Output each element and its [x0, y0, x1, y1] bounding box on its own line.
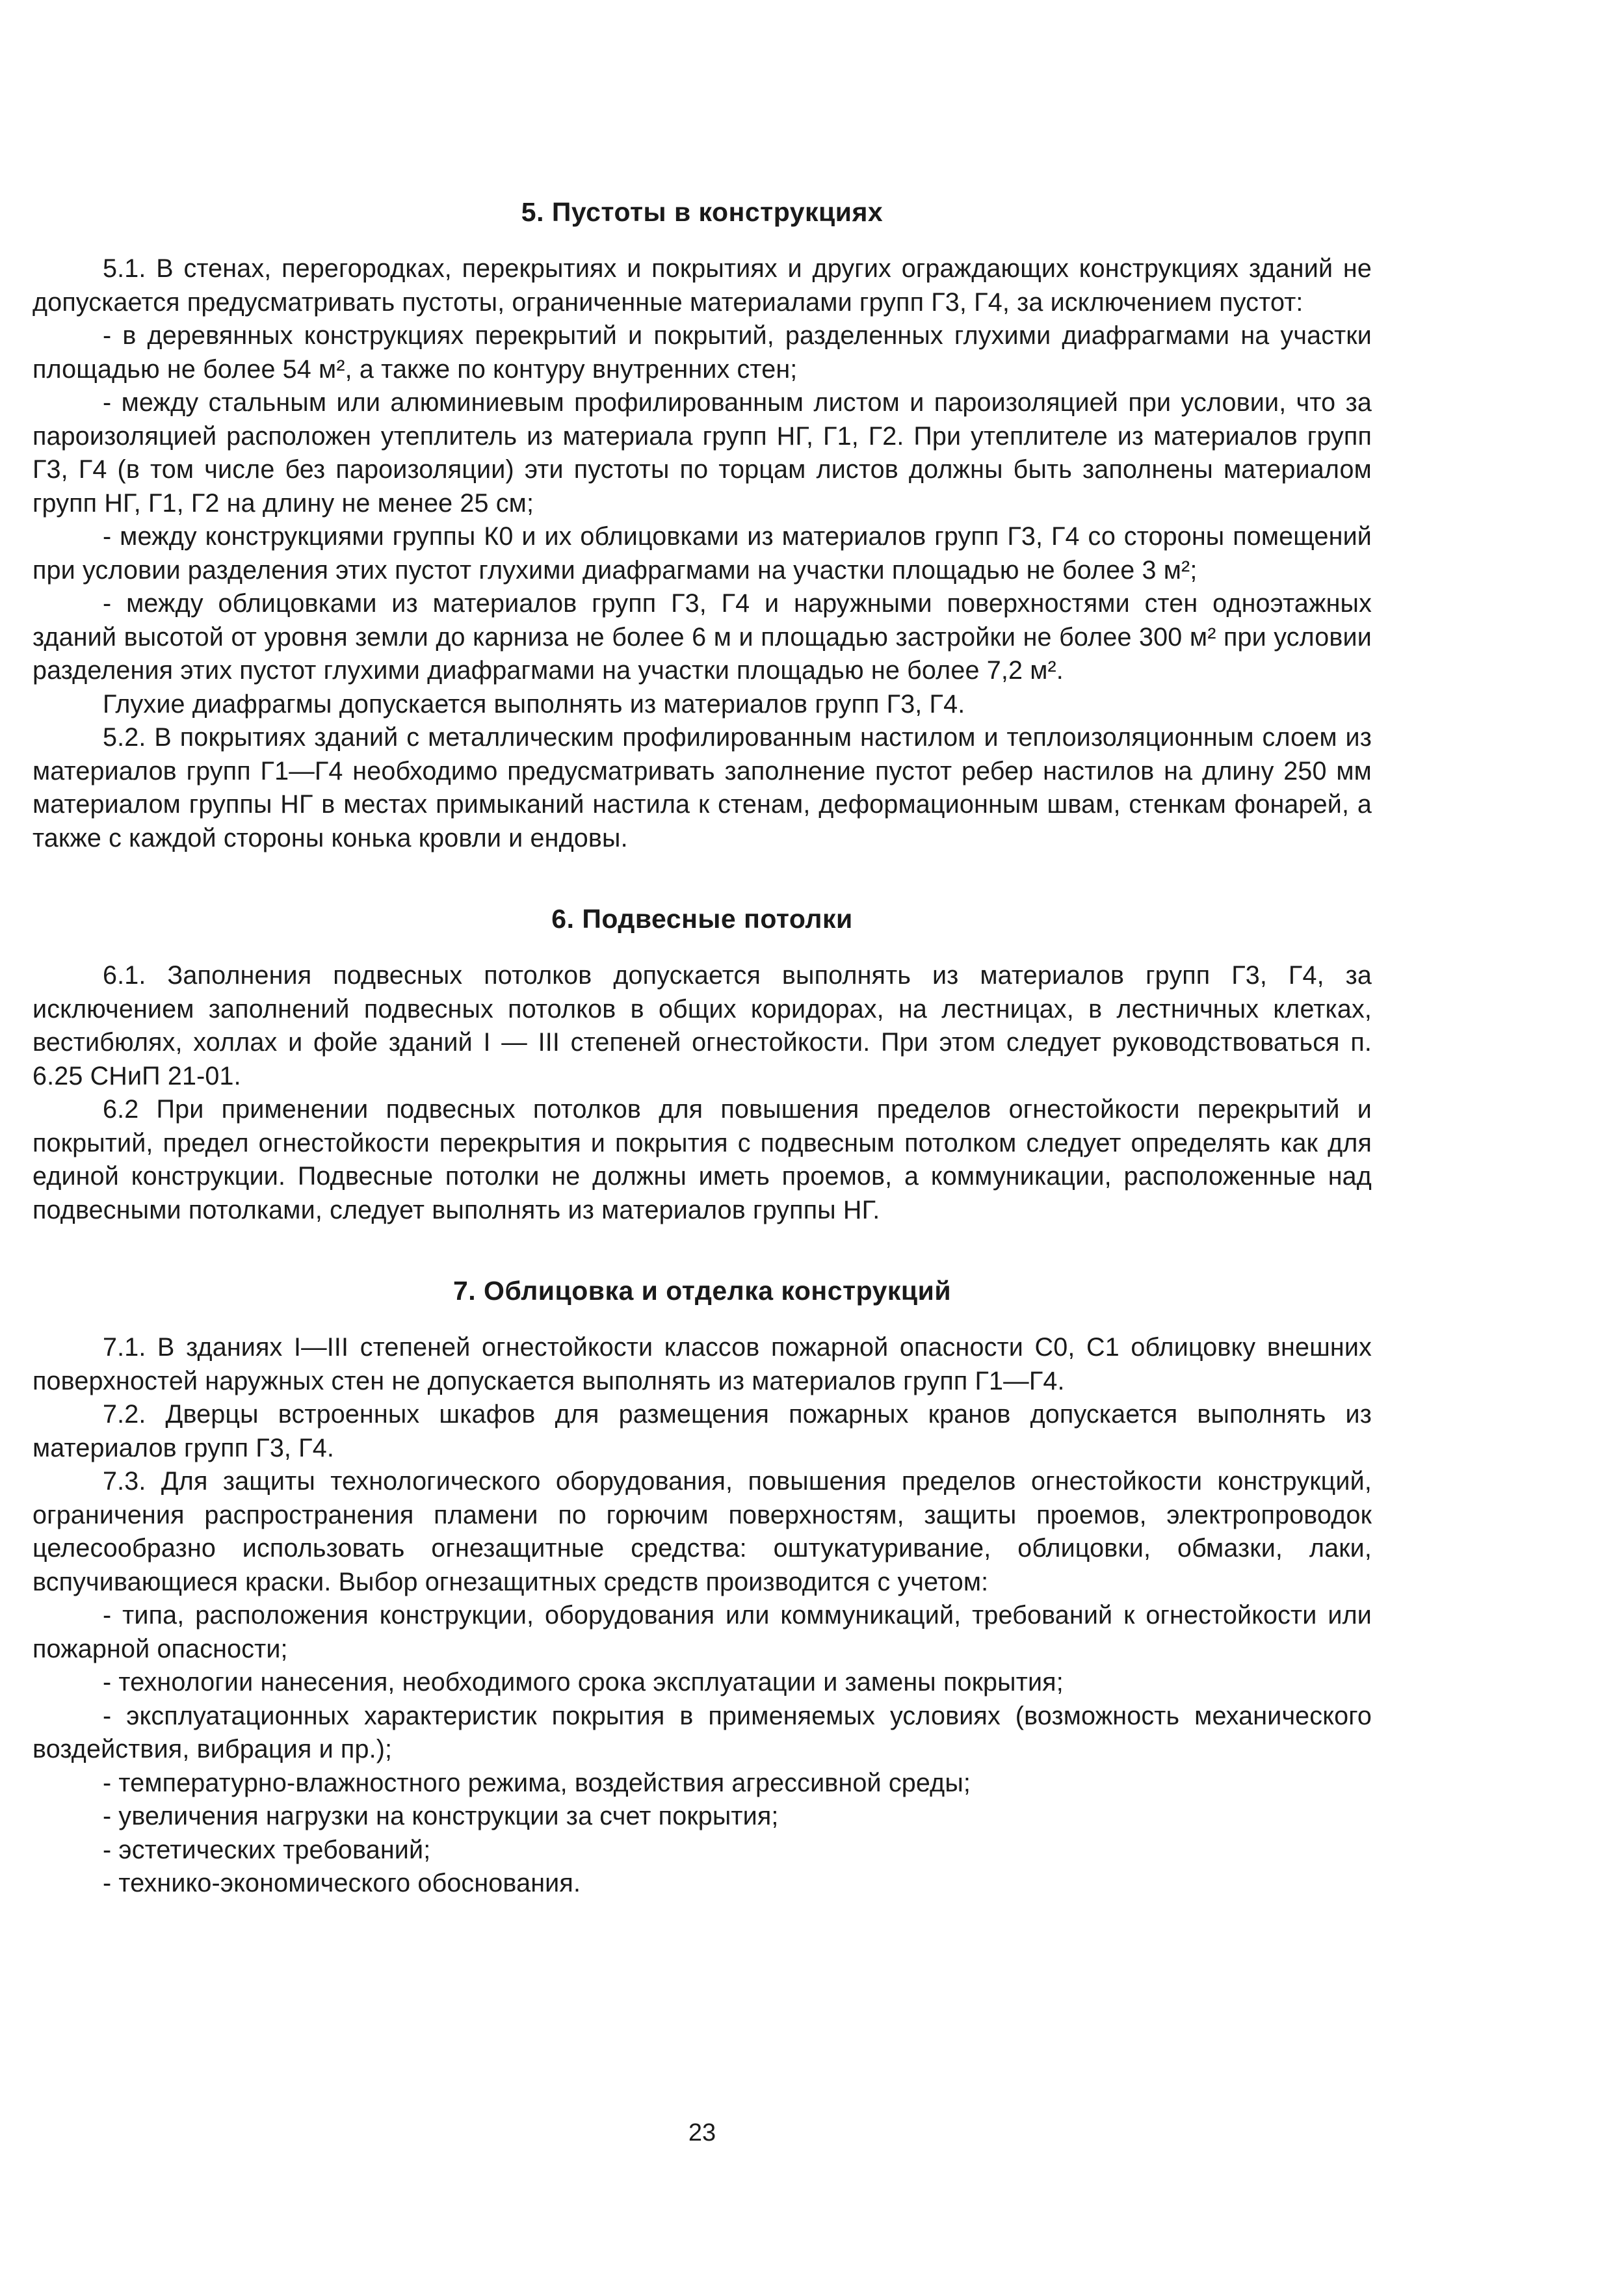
- paragraph: - в деревянных конструкциях перекрытий и покрытий, разделенных глухими диафрагмами на участки площадью не более 54 м², а также по контуру внутренних стен;: [33, 321, 1372, 384]
- paragraph: - типа, расположения конструкции, оборудования или коммуникаций, требований к огнестойкости или пожарной опасности;: [33, 1601, 1372, 1663]
- paragraph: 6.1. Заполнения подвесных потолков допускается выполнять из материалов групп Г3, Г4, за исключением заполнений подвесных потолков в общих коридорах, на лестницах, в лестничных клетках, вестибюлях, холлах и фойе зданий I — III степеней огнестойкости. При этом следует руководствоваться п. 6.25 СНиП 21-01.: [33, 961, 1372, 1090]
- paragraph: - эксплуатационных характеристик покрытия в применяемых условиях (возможность механического воздействия, вибрация и пр.);: [33, 1701, 1372, 1763]
- paragraph: 5.2. В покрытиях зданий с металлическим профилированным настилом и теплоизоляционным слоем из материалов групп Г1—Г4 необходимо предусматривать заполнение пустот ребер настилов на длину 250 мм материалом группы НГ в местах примыканий настила к стенам, деформационным швам, стенкам фонарей, а также с каждой стороны конька кровли и ендовы.: [33, 723, 1372, 852]
- paragraph: 7.2. Дверцы встроенных шкафов для размещения пожарных кранов допускается выполнять из материалов групп Г3, Г4.: [33, 1400, 1372, 1462]
- paragraph: 7.3. Для защиты технологического оборудования, повышения пределов огнестойкости конструкций, ограничения распространения пламени по горючим поверхностям, защиты проемов, электропроводок целесообразно использовать огнезащитные средства: оштукатуривание, облицовки, обмазки, лаки, вспучивающиеся краски. Выбор огнезащитных средств производится с учетом:: [33, 1467, 1372, 1596]
- paragraph: - температурно-влажностного режима, воздействия агрессивной среды;: [103, 1768, 971, 1797]
- section-cladding: [33, 1274, 1372, 1901]
- paragraph: - между стальным или алюминиевым профилированным листом и пароизоляцией при условии, что за пароизоляцией расположен утеплитель из материала групп НГ, Г1, Г2. При утеплителе из материалов групп Г3, Г4 (в том числе без пароизоляции) эти пустоты по торцам листов должны быть заполнены материалом групп НГ, Г1, Г2 на длину не менее 25 см;: [33, 388, 1372, 518]
- section-voids: [33, 195, 1372, 855]
- page-number: 23: [688, 2119, 716, 2146]
- paragraph: - увеличения нагрузки на конструкции за счет покрытия;: [103, 1802, 779, 1830]
- section-title: 5. Пустоты в конструкциях: [521, 197, 884, 227]
- paragraph: 6.2 При применении подвесных потолков для повышения пределов огнестойкости перекрытий и покрытий, предел огнестойкости перекрытия и покрытия с подвесным потолком следует определять как для единой конструкции. Подвесные потолки не должны иметь проемов, а коммуникации, расположенные над подвесными потолками, следует выполнять из материалов группы НГ.: [33, 1095, 1372, 1224]
- section-suspended-ceilings: [33, 902, 1372, 1227]
- section-title: 7. Облицовка и отделка конструкций: [452, 1276, 952, 1306]
- section-title: 6. Подвесные потолки: [551, 904, 853, 934]
- paragraph: - технологии нанесения, необходимого срока эксплуатации и замены покрытия;: [103, 1668, 1064, 1696]
- paragraph: 5.1. В стенах, перегородках, перекрытиях и покрытиях и других ограждающих конструкциях зданий не допускается предусматривать пустоты, ограниченные материалами групп Г3, Г4, за исключением пустот:: [33, 254, 1372, 317]
- paragraph: 7.1. В зданиях I—III степеней огнестойкости классов пожарной опасности С0, С1 облицовку внешних поверхностей наружных стен не допускается выполнять из материалов групп Г1—Г4.: [33, 1333, 1372, 1395]
- paragraph: Глухие диафрагмы допускается выполнять из материалов групп Г3, Г4.: [103, 689, 965, 719]
- paragraph: - эстетических требований;: [103, 1835, 431, 1864]
- document-page: [33, 195, 1372, 1947]
- paragraph: - технико-экономического обоснования.: [103, 1869, 581, 1897]
- paragraph: - между конструкциями группы К0 и их облицовками из материалов групп Г3, Г4 со стороны помещений при условии разделения этих пустот глухими диафрагмами на участки площадью не более 3 м²;: [33, 522, 1372, 585]
- paragraph: - между облицовками из материалов групп Г3, Г4 и наружными поверхностями стен одноэтажных зданий высотой от уровня земли до карниза не более 6 м и площадью застройки не более 300 м² при условии разделения этих пустот глухими диафрагмами на участки площадью не более 7,2 м².: [33, 589, 1372, 685]
